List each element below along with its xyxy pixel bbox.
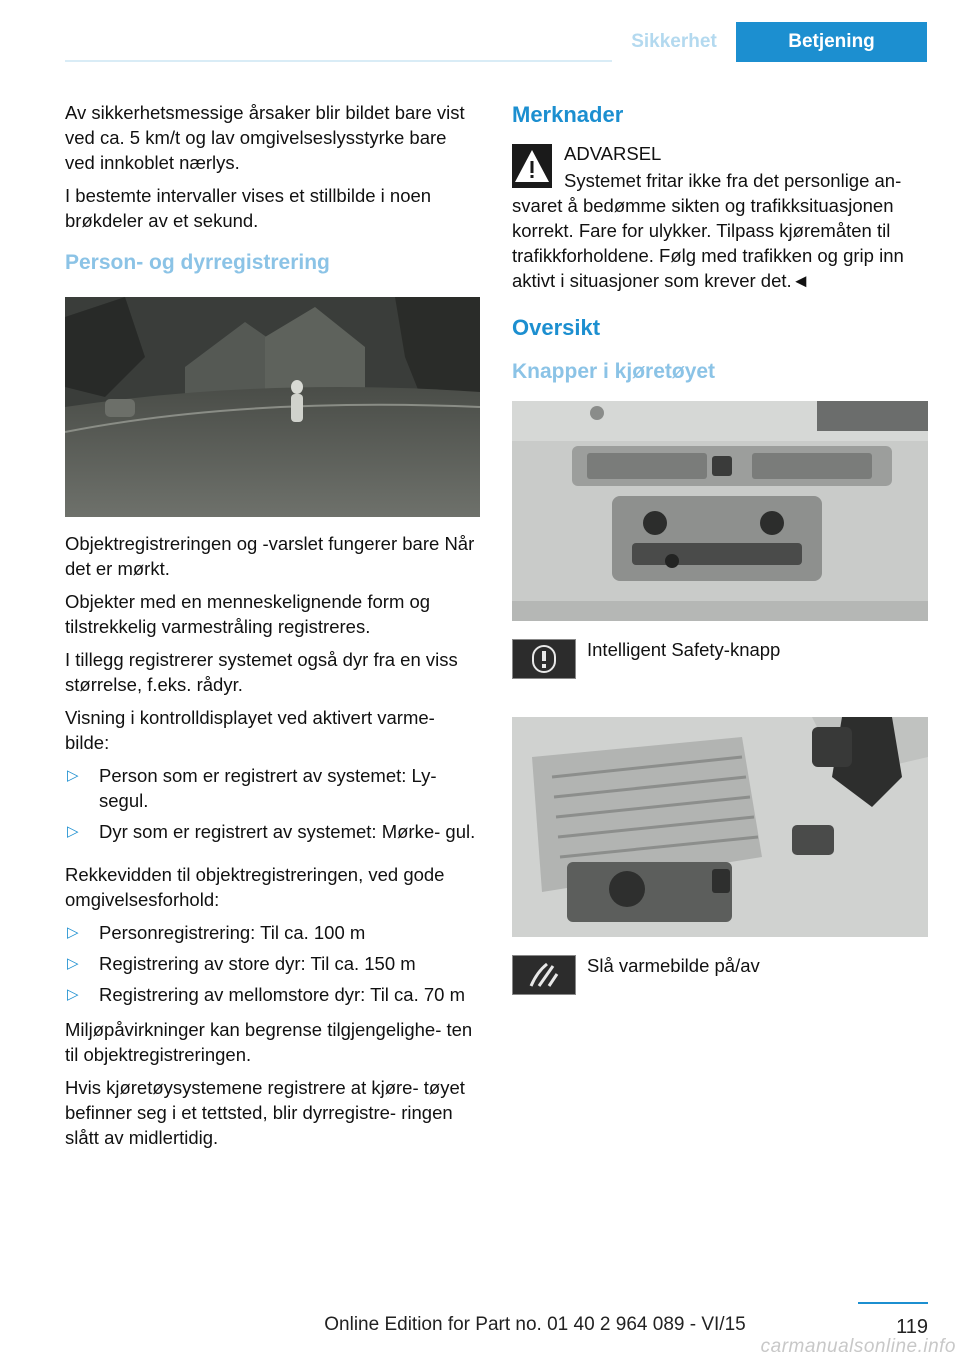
overview-title: Oversikt [512, 315, 601, 340]
intro-paragraph-2: I bestemte intervaller vises et stillbilde i noen brøkdeler av et sekund. [65, 185, 432, 231]
triangle-bullet-icon: ▷ [67, 767, 79, 784]
triangle-bullet-icon: ▷ [67, 823, 79, 840]
tab-betjening[interactable]: Betjening [736, 22, 927, 62]
triangle-bullet-icon: ▷ [67, 924, 79, 941]
watermark-text: carmanualsonline.info [760, 1336, 956, 1357]
warning-text-first: Systemet fritar ikke fra det personlige an- [564, 170, 902, 191]
display-colors-list [65, 763, 480, 844]
edition-footer: Online Edition for Part no. 01 40 2 964 089 - VI/15 [324, 1314, 746, 1335]
thermal-image-row [512, 953, 928, 1011]
intelligent-safety-button-icon [512, 639, 576, 679]
paragraph-display-heading: Visning i kontrolldisplayet ved aktivert varme- bilde: [65, 707, 435, 753]
warning-label: ADVARSEL [564, 143, 662, 164]
warning-text: svaret å bedømme sikten og trafikksituasjonen korrekt. Fare for ulykker. Tilpass kjøremåten til trafikkforholdene. Følg med trafikken og grip inn aktivt i situasjoner som krever det.◄ [512, 195, 904, 291]
warning-triangle-icon [512, 144, 552, 188]
intro-paragraph-1: Av sikkerhetsmessige årsaker blir bildet bare vist ved ca. 5 km/t og lav omgivelseslysstyrke bare ved innkoblet nærlys. [65, 102, 465, 173]
warning-block [512, 140, 928, 193]
list-item: ▷ Registrering av mellomstore dyr: Til ca. 70 m [67, 984, 466, 1005]
thermal-image-label: Slå varmebilde på/av [587, 955, 760, 976]
paragraph-animals: I tillegg registrerer systemet også dyr fra en viss størrelse, f.eks. rådyr. [65, 649, 458, 695]
intelligent-safety-label: Intelligent Safety-knapp [587, 639, 781, 660]
triangle-bullet-icon: ▷ [67, 955, 79, 972]
paragraph-urban-area: Hvis kjøretøysystemene registrere at kjøre- tøyet befinner seg i et tettsted, blir dyrregistre- ringen slått av midlertidig. [65, 1077, 465, 1148]
list-item: ▷ Person som er registrert av systemet: Ly- segul. [67, 765, 437, 811]
section-title-person-animal: Person- og dyrregistrering [65, 251, 330, 274]
list-item: ▷ Dyr som er registrert av systemet: Mørke- gul. [67, 821, 476, 842]
list-item: ▷ Registrering av store dyr: Til ca. 150 m [67, 953, 416, 974]
thermal-image-button-icon [512, 955, 576, 995]
light-switch-photo [512, 717, 928, 937]
list-item: ▷ Personregistrering: Til ca. 100 m [67, 922, 366, 943]
paragraph-range: Rekkevidden til objektregistreringen, ved gode omgivelsesforhold: [65, 864, 445, 910]
triangle-bullet-icon: ▷ [67, 986, 79, 1003]
right-column [512, 100, 928, 1033]
thermal-image-photo [65, 297, 480, 517]
footer-rule [858, 1302, 928, 1304]
tab-sikkerhet[interactable]: Sikkerhet [612, 22, 736, 62]
paragraph-human-shape: Objekter med en menneskelignende form og tilstrekkelig varmestråling registreres. [65, 591, 431, 637]
left-column [65, 100, 480, 1158]
intelligent-safety-row [512, 637, 928, 695]
buttons-title: Knapper i kjøretøyet [512, 360, 716, 383]
paragraph-environment: Miljøpåvirkninger kan begrense tilgjengelighe- ten til objektregistreringen. [65, 1019, 473, 1065]
center-console-photo [512, 401, 928, 621]
page-number: 119 [896, 1316, 928, 1338]
paragraph-detection-dark: Objektregistreringen og -varslet fungerer bare Når det er mørkt. [65, 533, 475, 579]
range-list [65, 920, 480, 1007]
notes-title: Merknader [512, 102, 624, 127]
